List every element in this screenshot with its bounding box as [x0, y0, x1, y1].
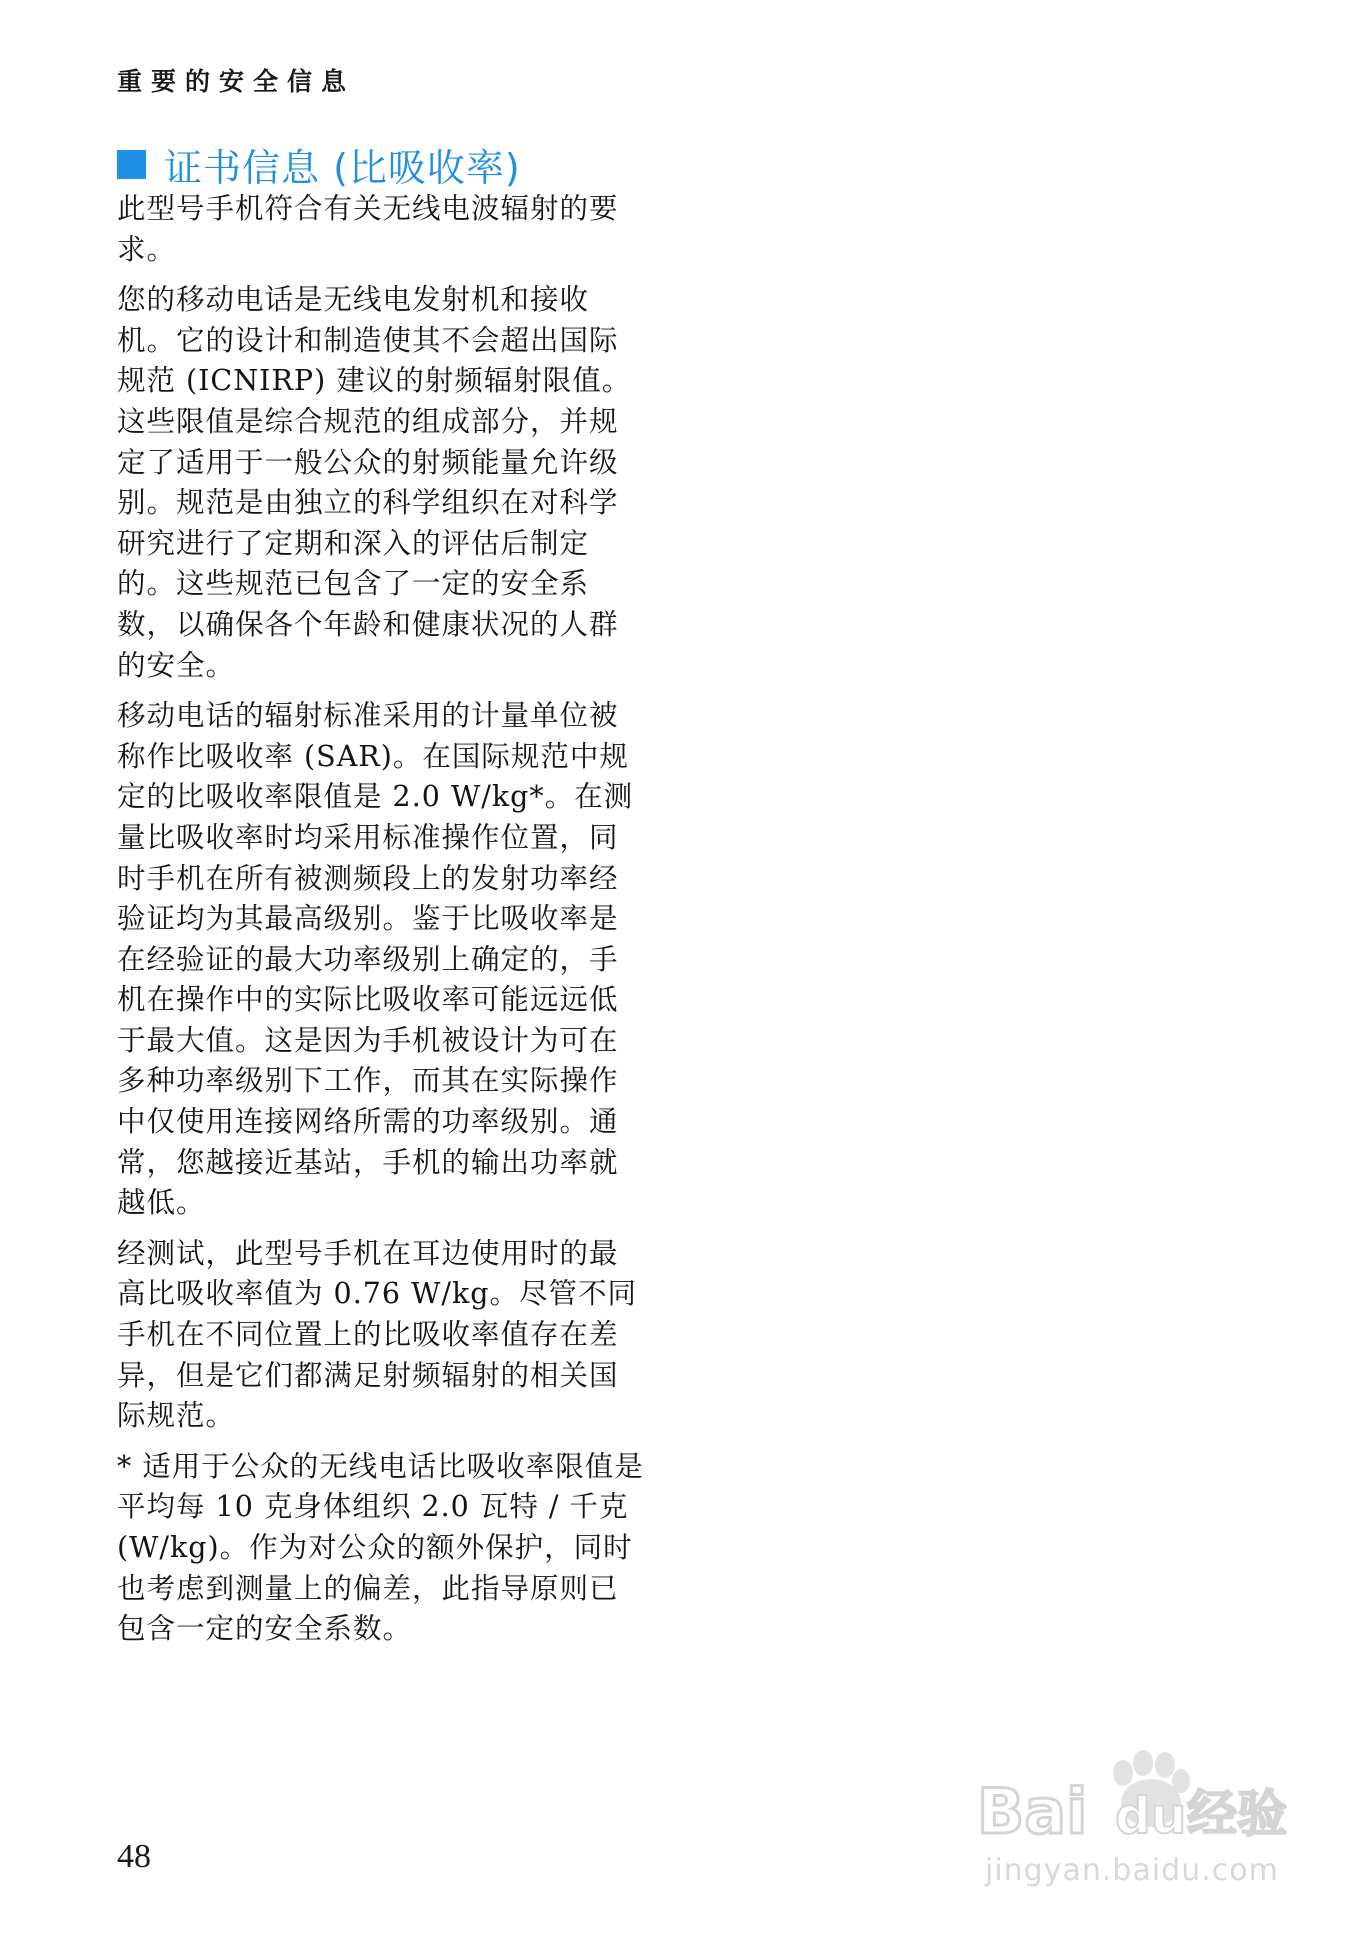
watermark-url: jingyan.baidu.com: [985, 1853, 1279, 1888]
section-heading: [117, 137, 521, 192]
svg-text:Bai: Bai: [977, 1775, 1088, 1848]
baidu-watermark: [975, 1745, 1315, 1905]
section-title: 证书信息 (比吸收率): [164, 146, 521, 190]
square-bullet-icon: [117, 150, 146, 179]
paragraph-sar-definition: 移动电话的辐射标准采用的计量单位被称作比吸收率 (SAR)。在国际规范中规定的比吸收率限值是 2.0 W/kg*。在测量比吸收率时均采用标准操作位置，同时手机在所有被测频段上的发射功率经验证均为其最高级别。鉴于比吸收率是在经验证的最大功率级别上确定的，手机在操作中的实际比吸收率可能远远低于最大值。这是因为手机被设计为可在多种功率级别下工作，而其在实际操作中仅使用连接网络所需的功率级别。通常，您越接近基站，手机的输出功率就越低。: [117, 699, 634, 1220]
page-number: 48: [117, 1838, 151, 1875]
paragraph-footnote: * 适用于公众的无线电话比吸收率限值是平均每 10 克身体组织 2.0 瓦特 / 千克 (W/kg)。作为对公众的额外保护，同时也考虑到测量上的偏差，此指导原则已包含一定的安全系数。: [117, 1449, 644, 1646]
svg-text:经验: 经验: [1187, 1785, 1287, 1843]
paragraph-icnirp: 您的移动电话是无线电发射机和接收机。它的设计和制造使其不会超出国际规范 (ICNIRP) 建议的射频辐射限值。这些限值是综合规范的组成部分，并规定了适用于一般公众的射频能量允许级别。规范是由独立的科学组织在对科学研究进行了定期和深入的评估后制定的。这些规范已包含了一定的安全系数，以确保各个年龄和健康状况的人群的安全。: [117, 283, 632, 682]
running-header: 重要的安全信息: [117, 67, 356, 96]
body-content: [117, 189, 647, 1660]
svg-text:du: du: [1115, 1787, 1187, 1845]
paragraph-intro: 此型号手机符合有关无线电波辐射的要求。: [117, 192, 619, 266]
baidu-paw-logo-icon: [975, 1745, 1305, 1855]
paragraph-test-result: 经测试，此型号手机在耳边使用时的最高比吸收率值为 0.76 W/kg。尽管不同手机在不同位置上的比吸收率值存在差异，但是它们都满足射频辐射的相关国际规范。: [117, 1236, 637, 1433]
